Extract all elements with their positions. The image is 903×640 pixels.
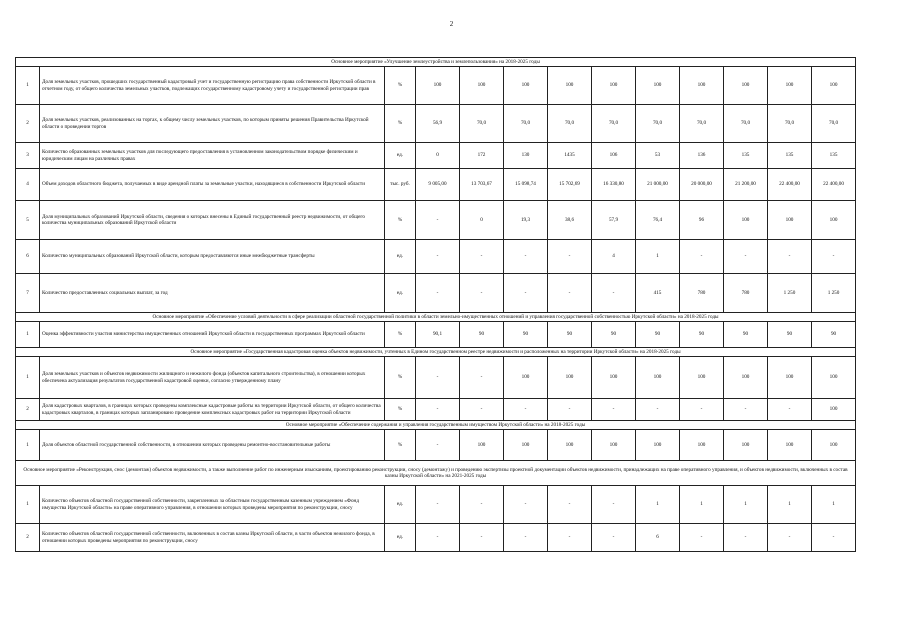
value-cell: 100	[592, 67, 636, 105]
value-cell: -	[504, 486, 548, 524]
value-cell: 19,3	[504, 201, 548, 240]
value-cell: -	[504, 399, 548, 421]
indicator-row	[16, 240, 856, 274]
value-cell: 100	[504, 430, 548, 461]
value-cell: 16 330,80	[592, 169, 636, 201]
value-cell: -	[680, 240, 724, 274]
row-number: 2	[16, 105, 40, 143]
value-cell: 135	[724, 143, 768, 169]
value-cell: 100	[504, 67, 548, 105]
section-header-row	[16, 461, 856, 486]
value-cell: 1435	[548, 143, 592, 169]
row-number: 1	[16, 67, 40, 105]
value-cell: 100	[768, 357, 812, 399]
indicator-name: Количество предоставленных социальных выплат, за год	[40, 274, 385, 313]
section-header-row	[16, 58, 856, 67]
value-cell: -	[812, 524, 856, 552]
indicator-name: Количество образованных земельных участков для последующего предоставления в установленном законодательством порядке физическим и юридическим лицам на различных правах	[40, 143, 385, 169]
value-cell: 100	[768, 201, 812, 240]
page-number: 2	[449, 20, 454, 28]
value-cell: -	[548, 524, 592, 552]
row-number: 7	[16, 274, 40, 313]
value-cell: 22 400,00	[768, 169, 812, 201]
value-cell: -	[416, 430, 460, 461]
row-number: 2	[16, 399, 40, 421]
value-cell: 1 250	[768, 274, 812, 313]
unit-of-measure: %	[385, 67, 416, 105]
value-cell: 90	[592, 322, 636, 348]
value-cell: 100	[724, 67, 768, 105]
value-cell: -	[548, 240, 592, 274]
row-number: 1	[16, 430, 40, 461]
unit-of-measure: %	[385, 322, 416, 348]
value-cell: 100	[812, 67, 856, 105]
value-cell: -	[548, 399, 592, 421]
indicator-name: Доля земельных участков, прошедших государственный кадастровый учет и государственную регистрацию права собственности Иркутской области в отчетном году, от общего количества земельных участков, подлежащих государственному кадастровому учету и государственной регистрации прав	[40, 67, 385, 105]
indicator-row	[16, 524, 856, 552]
section-title: Основное мероприятие «Реконструкция, снос (демонтаж) объектов недвижимости, а также выполнение работ по инженерным изысканиям, проектированию реконструкции, сносу (демонтажу) и проведению экспертизы проектной документации объектов недвижимости, принадлежащих на праве оперативного управления, и объектов недвижимости, включенных в состав казны Иркутской области» на 2021-2025 годы	[16, 461, 856, 486]
row-number: 4	[16, 169, 40, 201]
value-cell: 100	[812, 430, 856, 461]
indicator-row	[16, 169, 856, 201]
value-cell: -	[768, 524, 812, 552]
value-cell: 100	[724, 201, 768, 240]
value-cell: 57,9	[592, 201, 636, 240]
value-cell: 6	[636, 524, 680, 552]
value-cell: 38,6	[548, 201, 592, 240]
indicator-row	[16, 143, 856, 169]
value-cell: 70,0	[592, 105, 636, 143]
value-cell: 780	[680, 274, 724, 313]
value-cell: -	[504, 524, 548, 552]
value-cell: -	[592, 399, 636, 421]
value-cell: -	[416, 486, 460, 524]
value-cell: 90	[636, 322, 680, 348]
value-cell: 20 000,00	[680, 169, 724, 201]
unit-of-measure: %	[385, 105, 416, 143]
value-cell: -	[504, 240, 548, 274]
value-cell: 106	[592, 143, 636, 169]
unit-of-measure: %	[385, 399, 416, 421]
unit-of-measure: тыс. руб.	[385, 169, 416, 201]
value-cell: 90	[548, 322, 592, 348]
value-cell: 172	[460, 143, 504, 169]
indicator-row	[16, 201, 856, 240]
row-number: 1	[16, 322, 40, 348]
value-cell: 100	[768, 430, 812, 461]
indicator-name: Доля кадастровых кварталов, в границах которых проведены комплексные кадастровые работы на территории Иркутской области, от общего количества кадастровых кварталов, в границах которых запланировано проведение комплексных кадастровых работ на территории Иркутской области	[40, 399, 385, 421]
row-number: 1	[16, 357, 40, 399]
indicator-name: Доля земельных участков и объектов недвижимости жилищного и нежилого фонда (объектов капитального строительства), в отношении которых обеспечена актуализация результатов государственной кадастровой оценки, согласно утвержденному плану	[40, 357, 385, 399]
section-header-row	[16, 313, 856, 322]
value-cell: -	[768, 399, 812, 421]
section-title: Основное мероприятие «Обеспечение содержания и управления государственным имуществом Иркутской области» на 2018-2025 годы	[16, 421, 856, 430]
value-cell: -	[680, 399, 724, 421]
value-cell: -	[460, 486, 504, 524]
value-cell: -	[460, 357, 504, 399]
value-cell: 100	[768, 67, 812, 105]
value-cell: 100	[636, 67, 680, 105]
value-cell: 70,0	[636, 105, 680, 143]
value-cell: -	[548, 486, 592, 524]
value-cell: -	[460, 524, 504, 552]
value-cell: 90	[460, 322, 504, 348]
value-cell: 21 200,00	[724, 169, 768, 201]
indicator-row	[16, 357, 856, 399]
value-cell: -	[416, 399, 460, 421]
indicator-name: Количество муниципальных образований Иркутской области, которым предоставляются иные межбюджетные трансферты	[40, 240, 385, 274]
value-cell: -	[680, 524, 724, 552]
value-cell: 4	[592, 240, 636, 274]
section-header-row	[16, 421, 856, 430]
indicator-name: Количество объектов областной государственной собственности, включенных в состав казны Иркутской области, в части объектов нежилого фонда, в отношении которых проведены мероприятия по реконструкции, сносу	[40, 524, 385, 552]
value-cell: 100	[680, 67, 724, 105]
indicator-row	[16, 399, 856, 421]
value-cell: 1 250	[812, 274, 856, 313]
value-cell: 136	[680, 143, 724, 169]
value-cell: 90,1	[416, 322, 460, 348]
value-cell: 780	[724, 274, 768, 313]
value-cell: 100	[548, 430, 592, 461]
value-cell: 100	[592, 357, 636, 399]
row-number: 3	[16, 143, 40, 169]
row-number: 5	[16, 201, 40, 240]
indicator-name: Доля муниципальных образований Иркутской области, сведения о которых внесены в Единый государственный реестр недвижимости, от общего количества муниципальных образований Иркутской области	[40, 201, 385, 240]
indicator-name: Количество объектов областной государственной собственности, закрепленных за областным государственным казенным учреждением «Фонд имущества Иркутской области» на праве оперативного управления, в отношении которых проведены мероприятия по реконструкции, сносу	[40, 486, 385, 524]
value-cell: 100	[812, 201, 856, 240]
value-cell: 96	[680, 201, 724, 240]
value-cell: 21 000,00	[636, 169, 680, 201]
value-cell: -	[592, 274, 636, 313]
indicator-name: Доля земельных участков, реализованных на торгах, к общему числу земельных участков, по которым приняты решения Правительства Иркутской области о проведении торгов	[40, 105, 385, 143]
value-cell: -	[416, 357, 460, 399]
value-cell: 1	[812, 486, 856, 524]
indicators-table	[15, 57, 856, 552]
indicator-row	[16, 274, 856, 313]
indicator-name: Доля объектов областной государственной собственности, в отношении которых проведены ремонтно-восстановительные работы	[40, 430, 385, 461]
section-header-row	[16, 348, 856, 357]
unit-of-measure: ед.	[385, 486, 416, 524]
value-cell: 70,0	[680, 105, 724, 143]
value-cell: 90	[768, 322, 812, 348]
value-cell: 90	[724, 322, 768, 348]
value-cell: 1	[636, 486, 680, 524]
section-title: Основное мероприятие «Государственная кадастровая оценка объектов недвижимости, учтенных в Едином государственном реестре недвижимости и расположенных на территории Иркутской области» на 2018-2025 годы	[16, 348, 856, 357]
value-cell: -	[592, 524, 636, 552]
value-cell: -	[724, 524, 768, 552]
value-cell: 100	[680, 357, 724, 399]
value-cell: 70,0	[460, 105, 504, 143]
indicator-name: Объем доходов областного бюджета, получаемых в виде арендной платы за земельные участки, находящиеся в собственности Иркутской области	[40, 169, 385, 201]
value-cell: 135	[812, 143, 856, 169]
value-cell: 100	[636, 430, 680, 461]
value-cell: 135	[768, 143, 812, 169]
value-cell: 100	[504, 357, 548, 399]
value-cell: -	[416, 524, 460, 552]
value-cell: 0	[460, 201, 504, 240]
value-cell: 90	[504, 322, 548, 348]
value-cell: 1	[768, 486, 812, 524]
value-cell: 90	[812, 322, 856, 348]
value-cell: 22 400,00	[812, 169, 856, 201]
value-cell: -	[416, 240, 460, 274]
unit-of-measure: %	[385, 201, 416, 240]
value-cell: 1	[724, 486, 768, 524]
value-cell: 415	[636, 274, 680, 313]
value-cell: 70,0	[548, 105, 592, 143]
value-cell: 9 005,00	[416, 169, 460, 201]
indicator-row	[16, 105, 856, 143]
value-cell: -	[812, 240, 856, 274]
value-cell: 100	[416, 67, 460, 105]
value-cell: 100	[548, 67, 592, 105]
value-cell: -	[416, 201, 460, 240]
value-cell: 53	[636, 143, 680, 169]
value-cell: 100	[460, 430, 504, 461]
value-cell: -	[460, 274, 504, 313]
value-cell: 70,0	[724, 105, 768, 143]
value-cell: -	[768, 240, 812, 274]
unit-of-measure: ед.	[385, 143, 416, 169]
value-cell: -	[416, 274, 460, 313]
value-cell: 70,0	[768, 105, 812, 143]
value-cell: 13 703,67	[460, 169, 504, 201]
section-title: Основное мероприятие «Обеспечение условий деятельности в сфере реализации областной государственной политики в области земельно-имущественных отношений и управления государственной собственностью Иркутской области» на 2018-2025 годы	[16, 313, 856, 322]
unit-of-measure: %	[385, 430, 416, 461]
row-number: 2	[16, 524, 40, 552]
indicator-name: Оценка эффективности участия министерства имущественных отношений Иркутской области в государственных программах Иркутской области	[40, 322, 385, 348]
value-cell: 1	[636, 240, 680, 274]
value-cell: 1	[680, 486, 724, 524]
unit-of-measure: ед.	[385, 524, 416, 552]
value-cell: -	[548, 274, 592, 313]
value-cell: -	[592, 486, 636, 524]
section-title: Основное мероприятие «Улучшение землеустройства и землепользования» на 2018-2025 годы	[16, 58, 856, 67]
indicator-row	[16, 67, 856, 105]
indicator-row	[16, 430, 856, 461]
value-cell: -	[460, 240, 504, 274]
unit-of-measure: ед.	[385, 240, 416, 274]
value-cell: 100	[812, 357, 856, 399]
value-cell: 76,4	[636, 201, 680, 240]
value-cell: 70,0	[504, 105, 548, 143]
row-number: 1	[16, 486, 40, 524]
value-cell: 15 702,69	[548, 169, 592, 201]
value-cell: 100	[460, 67, 504, 105]
value-cell: 15 098,74	[504, 169, 548, 201]
unit-of-measure: ед.	[385, 274, 416, 313]
value-cell: 100	[724, 430, 768, 461]
value-cell: 100	[812, 399, 856, 421]
value-cell: 130	[504, 143, 548, 169]
value-cell: 100	[680, 430, 724, 461]
value-cell: 0	[416, 143, 460, 169]
value-cell: 100	[636, 357, 680, 399]
unit-of-measure: %	[385, 357, 416, 399]
indicator-row	[16, 322, 856, 348]
value-cell: 100	[592, 430, 636, 461]
value-cell: -	[724, 240, 768, 274]
value-cell: -	[460, 399, 504, 421]
value-cell: 56,9	[416, 105, 460, 143]
value-cell: -	[636, 399, 680, 421]
value-cell: 70,0	[812, 105, 856, 143]
value-cell: -	[504, 274, 548, 313]
value-cell: 100	[548, 357, 592, 399]
value-cell: 100	[724, 357, 768, 399]
row-number: 6	[16, 240, 40, 274]
value-cell: 90	[680, 322, 724, 348]
value-cell: -	[724, 399, 768, 421]
indicator-row	[16, 486, 856, 524]
